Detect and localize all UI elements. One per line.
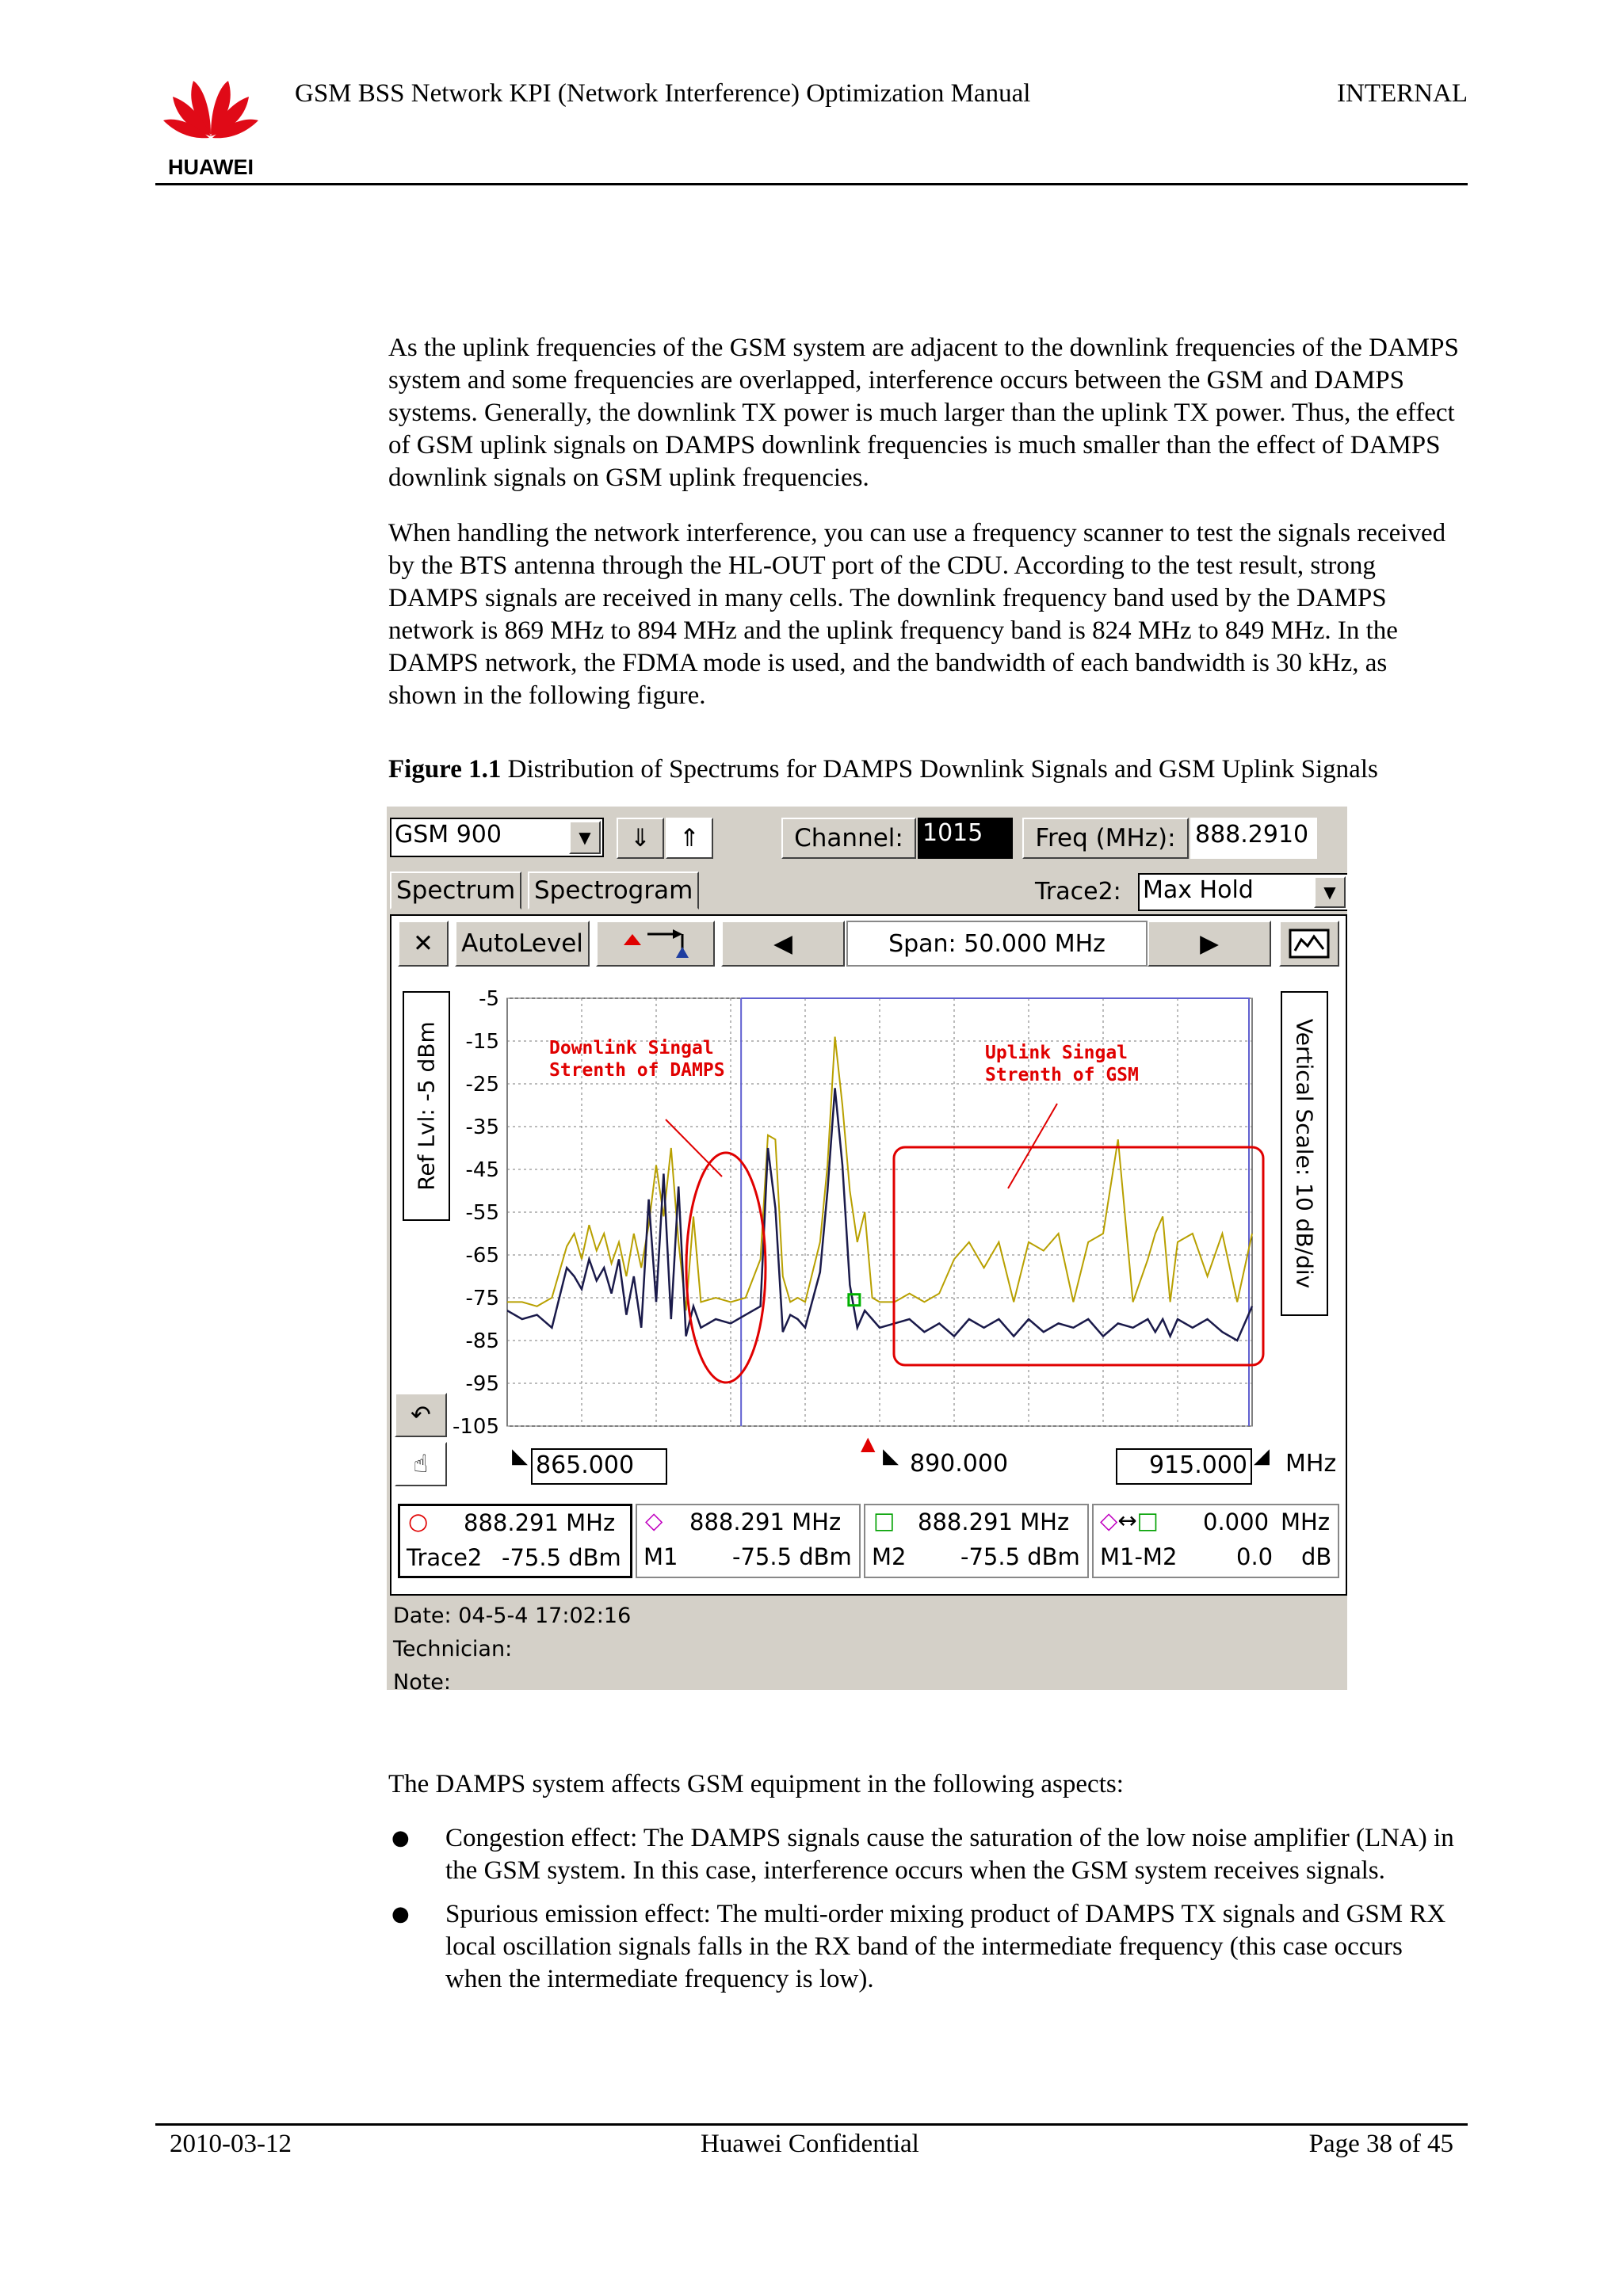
- y-tick-label: -95: [465, 1372, 499, 1396]
- y-tick-label: -5: [479, 987, 499, 1011]
- figure-label: Figure 1.1: [388, 755, 502, 784]
- start-freq-field[interactable]: 865.000: [531, 1448, 667, 1485]
- paragraph-2: When handling the network interference, you can use a frequency scanner to test the signals received by the BTS antenna through the HL-OUT port of the CDU. According to the test result, strong DAMPS signals are received in many cells. The downlink frequency band used by the DAMPS network is 869 MHz to 894 MHz and the uplink frequency band is 824 MHz to 849 MHz. In the DAMPS network, the FDMA mode is used, and the bandwidth of each bandwidth is 30 kHz, as shown in the following figure.: [388, 519, 1446, 710]
- start-freq-marker-icon: ◣: [512, 1444, 528, 1468]
- y-tick-label: -75: [465, 1287, 499, 1310]
- m1-marker-name: M1: [643, 1543, 678, 1570]
- footer-confidentiality: Huawei Confidential: [701, 2130, 919, 2158]
- marker-cell-trace2[interactable]: [398, 1504, 632, 1578]
- paragraph-1: As the uplink frequencies of the GSM system are adjacent to the downlink frequencies of the DAMPS system and some frequencies are overlapped, interference occurs between the GSM and DAMPS systems. Generally, the downlink TX power is much larger than the uplink TX power. Thus, the effect of GSM uplink signals on DAMPS downlink frequencies is much smaller than the effect of DAMPS downlink signals on GSM uplink frequencies.: [388, 334, 1459, 492]
- y-tick-label: -15: [465, 1030, 499, 1054]
- m2-marker-level: -75.5 dBm: [960, 1543, 1080, 1570]
- close-button[interactable]: ✕: [398, 921, 449, 967]
- ref-level-text: Ref Lvl: -5 dBm: [413, 1021, 440, 1191]
- downlink-annotation-line-1: Downlink Singal: [549, 1038, 714, 1058]
- bullet-icon: ●: [391, 1826, 410, 1850]
- delta-marker-icon: ◇↔□: [1100, 1507, 1159, 1534]
- bullet-list: [388, 1822, 1460, 2007]
- bullet-text: Spurious emission effect: The multi-order mixing product of DAMPS TX signals and GSM RX local oscillation signals falls in the RX band of the intermediate frequency (this case occurs when the intermediate frequency is low).: [445, 1900, 1446, 1993]
- trace2-label: Trace2:: [1035, 878, 1121, 906]
- delta-marker-name: M1-M2: [1100, 1543, 1178, 1570]
- m1-marker-icon: ◇: [645, 1507, 663, 1534]
- info-date: Date: 04-5-4 17:02:16: [393, 1604, 632, 1628]
- y-tick-label: -105: [452, 1415, 499, 1439]
- figure-caption: [388, 755, 1378, 784]
- vertical-scale-text: Vertical Scale: 10 dB/div: [1291, 1018, 1318, 1289]
- delta-marker-level: 0.0: [1236, 1543, 1274, 1570]
- footer-rule: [155, 2123, 1468, 2126]
- m2-marker-icon: □: [873, 1507, 896, 1534]
- y-tick-label: -35: [465, 1116, 499, 1139]
- peak-search-button[interactable]: [596, 921, 715, 967]
- channel-value[interactable]: 1015: [918, 818, 1013, 859]
- freq-value[interactable]: 888.2910: [1190, 818, 1317, 859]
- trace2-value: Max Hold: [1143, 876, 1254, 904]
- band-dropdown-icon[interactable]: ▼: [569, 821, 601, 854]
- marker-cell-m2[interactable]: [864, 1504, 1089, 1578]
- y-tick-label: -25: [465, 1073, 499, 1097]
- header-title: GSM BSS Network KPI (Network Interference) Optimization Manual: [295, 79, 1031, 108]
- y-tick-label: -65: [465, 1244, 499, 1268]
- m2-marker-point: [849, 1295, 860, 1306]
- header-classification: INTERNAL: [1337, 79, 1468, 108]
- info-note: Note:: [393, 1670, 452, 1690]
- pan-hand-button[interactable]: ☝: [395, 1442, 447, 1486]
- spectrum-plot: [387, 981, 1347, 1440]
- screenshot-icon[interactable]: [1279, 921, 1339, 967]
- freq-label: Freq (MHz):: [1022, 818, 1189, 859]
- trace2-marker-freq: 888.291 MHz: [464, 1509, 616, 1536]
- delta-marker-freq: 0.000: [1203, 1508, 1270, 1535]
- m2-marker-name: M2: [872, 1543, 907, 1570]
- y-axis-ticks: [453, 987, 499, 1439]
- downlink-icon[interactable]: ⇑: [666, 818, 713, 859]
- m1-marker-level: -75.5 dBm: [732, 1543, 852, 1570]
- footer-page-number: Page 38 of 45: [1308, 2130, 1453, 2158]
- tab-spectrum[interactable]: Spectrum: [390, 871, 521, 910]
- info-technician: Technician:: [393, 1637, 513, 1661]
- bullet-text: Congestion effect: The DAMPS signals cause the saturation of the low noise amplifier (LNA) in the GSM system. In this case, interference occurs when the GSM system receives signals.: [445, 1824, 1454, 1885]
- autolevel-button[interactable]: AutoLevel: [455, 921, 590, 967]
- m1-marker-freq: 888.291 MHz: [689, 1508, 842, 1535]
- center-freq: 890.000: [910, 1450, 1009, 1478]
- figure-caption-text: Distribution of Spectrums for DAMPS Downlink Signals and GSM Uplink Signals: [501, 755, 1378, 784]
- uplink-annotation-line-2: Strenth of GSM: [985, 1065, 1139, 1085]
- channel-label: Channel:: [781, 818, 916, 859]
- downlink-pointer: [666, 1119, 722, 1177]
- list-item: [388, 1898, 1460, 1996]
- band-select[interactable]: [390, 818, 604, 857]
- trace2-marker-name: Trace2: [407, 1544, 483, 1571]
- huawei-petals: [163, 81, 258, 138]
- undo-button[interactable]: ↶: [395, 1393, 447, 1437]
- stop-freq-field[interactable]: 915.000: [1116, 1448, 1252, 1485]
- center-freq-marker-icon: ◣: [883, 1444, 899, 1468]
- delta-marker-freq-unit: MHz: [1281, 1508, 1331, 1535]
- trace2-select[interactable]: [1138, 873, 1347, 911]
- peak-search-icon: [616, 926, 695, 961]
- band-value: GSM 900: [395, 821, 502, 849]
- span-display: Span: 50.000 MHz: [846, 921, 1148, 967]
- tab-spectrogram[interactable]: Spectrogram: [528, 871, 699, 910]
- span-increase-button[interactable]: ▶: [1148, 921, 1271, 967]
- paragraph-3: The DAMPS system affects GSM equipment in the following aspects:: [388, 1770, 1124, 1798]
- huawei-wordmark: HUAWEI: [168, 155, 254, 179]
- span-decrease-button[interactable]: ◀: [721, 921, 845, 967]
- bullet-icon: ●: [391, 1902, 410, 1926]
- y-tick-label: -45: [465, 1158, 499, 1182]
- m2-marker-freq: 888.291 MHz: [918, 1508, 1070, 1535]
- trace2-dropdown-icon[interactable]: ▼: [1314, 876, 1346, 908]
- marker-cell-m1[interactable]: [636, 1504, 861, 1578]
- footer-date: 2010-03-12: [170, 2130, 292, 2158]
- y-tick-label: -55: [465, 1201, 499, 1225]
- delta-marker-level-unit: dB: [1301, 1543, 1332, 1570]
- uplink-annotation-line-1: Uplink Singal: [985, 1043, 1128, 1063]
- center-marker-icon: ▲: [861, 1432, 876, 1455]
- header-rule: [155, 183, 1468, 185]
- trace2-marker-icon: ○: [408, 1508, 429, 1535]
- downlink-annotation-line-2: Strenth of DAMPS: [549, 1060, 725, 1081]
- stop-freq-marker-icon: ◢: [1254, 1444, 1270, 1468]
- uplink-icon[interactable]: ⇓: [617, 818, 664, 859]
- spectrum-analyzer-screenshot: [387, 807, 1347, 1690]
- trace2-marker-level: -75.5 dBm: [502, 1544, 621, 1571]
- monitor-icon: [1289, 929, 1330, 959]
- freq-unit: MHz: [1285, 1450, 1337, 1478]
- y-tick-label: -85: [465, 1329, 499, 1353]
- marker-cell-delta[interactable]: [1092, 1504, 1339, 1578]
- list-item: [388, 1822, 1460, 1887]
- huawei-logo: [155, 73, 266, 180]
